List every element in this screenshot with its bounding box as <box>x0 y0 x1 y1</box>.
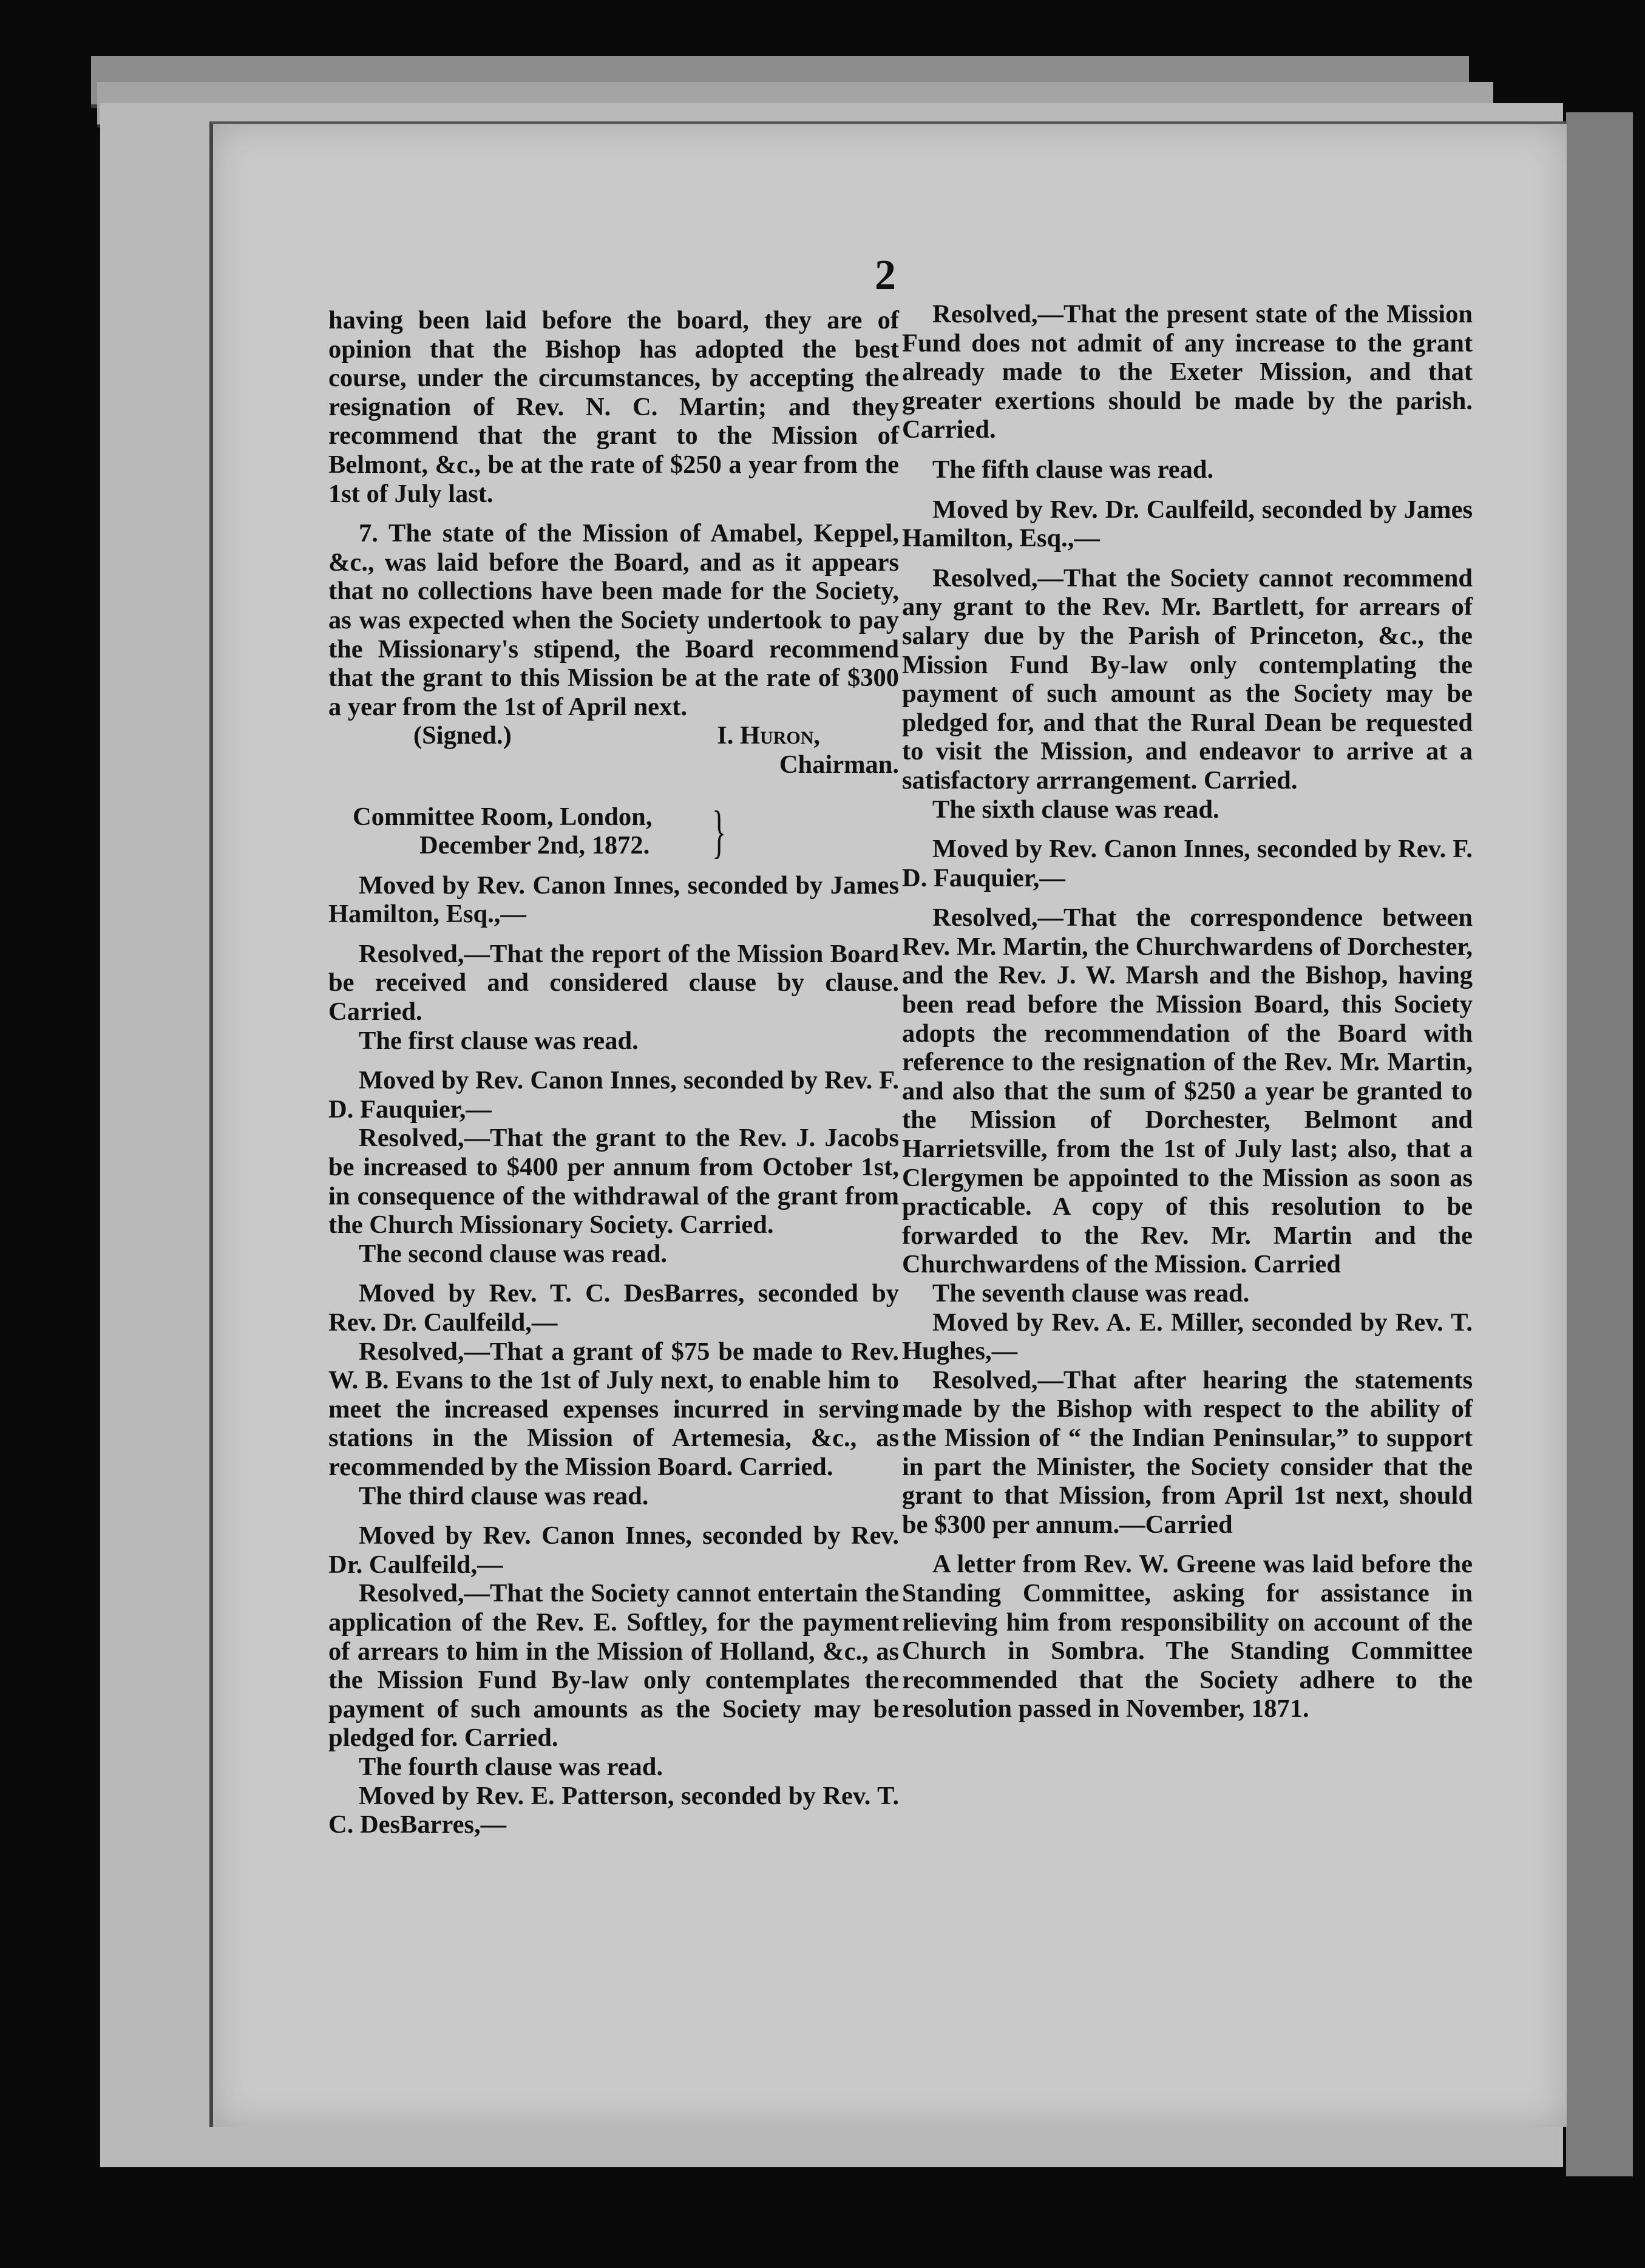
paragraph: Resolved,—That the report of the Mission Board be received and considered clause by clause. Carried. <box>328 939 899 1027</box>
signer-title: Chairman. <box>779 750 899 779</box>
left-column <box>328 306 899 1839</box>
paragraph: The third clause was read. <box>359 1481 649 1510</box>
paragraph: Resolved,—That the Society cannot recommend any grant to the Rev. Mr. Bartlett, for arrears of salary due by the Parish of Princeton, &c., the Mission Fund By-law only contemplating the payment of such amount as the Society may be pledged for, and that the Rural Dean be requested to visit the Mission, and endeavor to arrive at a satisfactory arrrangement. Carried. <box>902 563 1473 795</box>
adjacent-page-edge <box>1566 112 1633 2176</box>
paragraph: The fifth clause was read. <box>932 455 1214 484</box>
paragraph: Moved by Rev. Dr. Caulfeild, seconded by James Hamilton, Esq.,— <box>902 495 1473 553</box>
page-number: 2 <box>875 252 896 299</box>
committee-location <box>328 798 899 864</box>
paragraph: Moved by Rev. Canon Innes, seconded by Rev. F. D. Fauquier,— <box>902 835 1473 892</box>
brace-mark: } <box>712 798 727 864</box>
paragraph: Resolved,—That after hearing the statements made by the Bishop with respect to the ability of the Mission of “ the Indian Peninsular,” to support in part the Minister, the Society consider that the grant to that Mission, from April 1st next, should be $300 per annum.—Carried <box>902 1365 1473 1539</box>
paragraph: Resolved,—That the grant to the Rev. J. Jacobs be increased to $400 per annum from October 1st, in consequence of the withdrawal of the grant from the Church Missionary Society. Carried. <box>328 1124 899 1240</box>
committee-date: December 2nd, 1872. <box>419 831 650 860</box>
paragraph: Moved by Rev. T. C. DesBarres, seconded by Rev. Dr. Caulfeild,— <box>328 1279 899 1337</box>
signature-line <box>328 721 899 750</box>
paragraph: Resolved,—That the Society cannot entertain the application of the Rev. E. Softley, for the payment of arrears to him in the Mission of Holland, &c., as the Mission Fund By-law only contemplates the payment of such amounts as the Society may be pledged for. Carried. <box>328 1579 899 1753</box>
paragraph: Moved by Rev. Canon Innes, seconded by Rev. Dr. Caulfeild,— <box>328 1521 899 1579</box>
paragraph: Resolved,—That the correspondence between Rev. Mr. Martin, the Churchwardens of Dorchester, and the Rev. J. W. Marsh and the Bishop, having been read before the Mission Board, this Society adopts the recommendation of the Board with reference to the resignation of the Rev. Mr. Martin, and also that the sum of $250 a year be granted to the Mission of Dorchester, Belmont and Harrietsville, from the 1st of July last; also, that a Clergymen be appointed to the Mission as soon as practicable. A copy of this resolution to be forwarded to the Rev. Mr. Martin and the Churchwardens of the Mission. Carried <box>902 903 1473 1279</box>
paragraph: The seventh clause was read. <box>932 1279 1250 1308</box>
paragraph: The second clause was read. <box>359 1239 668 1268</box>
paragraph: Moved by Rev. A. E. Miller, seconded by Rev. T. Hughes,— <box>902 1308 1473 1366</box>
signer-name: I. Huron, <box>717 721 820 750</box>
paragraph: Moved by Rev. Canon Innes, seconded by James Hamilton, Esq.,— <box>328 871 899 929</box>
paragraph: 7. The state of the Mission of Amabel, Keppel, &c., was laid before the Board, and as it appears that no collections have been made for the Society, as was expected when the Society undertook to pay the Missionary's stipend, the Board recommend that the grant to this Mission be at the rate of $300 a year from the 1st of April next. <box>328 519 899 721</box>
paragraph: The fourth clause was read. <box>359 1752 663 1781</box>
paragraph: Resolved,—That the present state of the Mission Fund does not admit of any increase to the grant already made to the Exeter Mission, and that greater exertions should be made by the parish. Carried. <box>902 300 1473 444</box>
right-column <box>902 300 1473 1723</box>
signed-label: (Signed.) <box>413 721 512 750</box>
paragraph: Moved by Rev. E. Patterson, seconded by Rev. T. C. DesBarres,— <box>328 1781 899 1839</box>
paragraph: The sixth clause was read. <box>932 795 1219 824</box>
paragraph: A letter from Rev. W. Greene was laid before the Standing Committee, asking for assistance in relieving him from responsibility on account of the Church in Sombra. The Standing Committee recommended that the Society adhere to the resolution passed in November, 1871. <box>902 1550 1473 1723</box>
document-page <box>209 121 1567 2127</box>
paragraph: having been laid before the board, they are of opinion that the Bishop has adopted the best course, under the circumstances, by accepting the resignation of Rev. N. C. Martin; and they recommend that the grant to the Mission of Belmont, &c., be at the rate of $250 a year from the 1st of July last. <box>328 306 899 508</box>
paragraph: Moved by Rev. Canon Innes, seconded by Rev. F. D. Fauquier,— <box>328 1066 899 1124</box>
paragraph: The first clause was read. <box>359 1026 639 1055</box>
committee-room: Committee Room, London, <box>353 802 653 831</box>
paragraph: Resolved,—That a grant of $75 be made to Rev. W. B. Evans to the 1st of July next, to enable him to meet the increased expenses incurred in serving stations in the Mission of Artemesia, &c., as recommended by the Mission Board. Carried. <box>328 1337 899 1481</box>
